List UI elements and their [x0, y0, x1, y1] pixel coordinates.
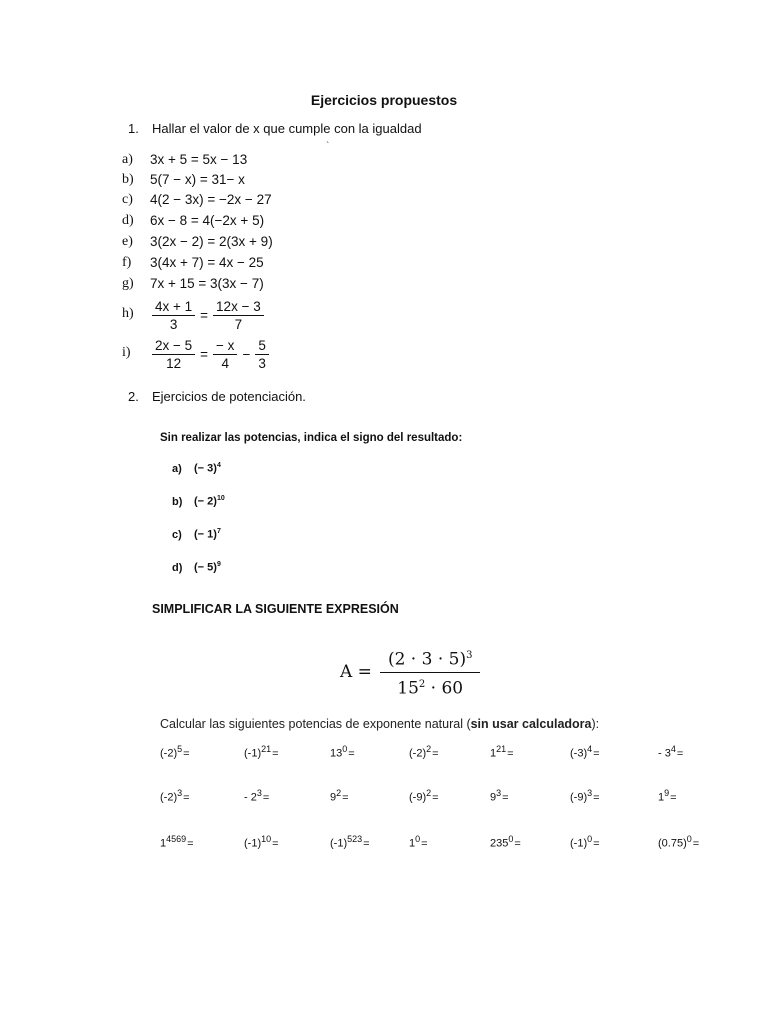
equals-sign: =: [342, 791, 349, 804]
power-exponent: 3: [256, 788, 262, 798]
power-base: 1: [409, 837, 416, 850]
power-base: 9: [490, 791, 497, 804]
equals-sign: =: [692, 837, 700, 850]
equals-sign: =: [187, 837, 194, 850]
equation-label: b): [122, 172, 134, 187]
formula-denominator: [380, 673, 481, 701]
item-label: c): [172, 528, 182, 541]
equals-sign: =: [593, 747, 600, 760]
equation-label: d): [122, 213, 134, 228]
power-exponent: 2: [426, 744, 432, 754]
power-base: (-2): [160, 791, 178, 804]
power-base: (− 1): [194, 528, 217, 541]
equation-expression: 4(2 − 3x) = −2x − 27: [150, 192, 272, 207]
equals-sign: =: [272, 747, 279, 760]
equals-sign: =: [670, 791, 677, 804]
denominator: 4: [221, 355, 229, 371]
power-base: (-1): [244, 747, 262, 760]
section-2-text: Ejercicios de potenciación.: [152, 389, 306, 404]
calculate-heading-end: ):: [591, 717, 600, 731]
item-label: b): [172, 495, 183, 508]
power-base: 235: [490, 837, 509, 850]
power-exponent: 9: [664, 788, 670, 798]
numerator-base: (2 · 3 · 5): [387, 649, 467, 670]
power-base: (-1): [330, 837, 348, 850]
formula-lhs: A =: [340, 662, 372, 683]
power-base: (-3): [570, 747, 588, 760]
fraction: [255, 337, 269, 372]
denominator-base: 15: [397, 678, 419, 699]
numerator: − x: [213, 337, 237, 355]
power-exponent: 0: [415, 834, 421, 844]
equals-sign: =: [593, 837, 600, 850]
power-exponent: 2: [336, 788, 342, 798]
fraction: [213, 337, 237, 372]
equation-expression: 6x − 8 = 4(−2x + 5): [150, 213, 265, 228]
power-exponent: 523: [347, 834, 363, 844]
power-exercise: [160, 788, 190, 804]
equals-sign: =: [200, 346, 209, 362]
minus-sign: −: [242, 346, 251, 362]
denominator: 7: [234, 316, 243, 332]
power-exercise: [658, 834, 699, 850]
power-base: 1: [490, 747, 497, 760]
power-exponent: 0: [342, 744, 348, 754]
power-base: - 2: [244, 791, 257, 804]
power-exponent: 10: [216, 495, 225, 502]
power-exercise: [490, 788, 509, 804]
simplify-formula: [340, 644, 482, 700]
power-exponent: 5: [177, 744, 183, 754]
equals-sign: =: [348, 747, 355, 760]
power-exercise: [409, 834, 428, 850]
power-exponent: 4: [587, 744, 593, 754]
power-exercise: [160, 834, 194, 850]
power-exercise: [570, 744, 600, 760]
calculate-heading-bold: sin usar calculadora: [470, 717, 592, 731]
equals-sign: =: [432, 791, 439, 804]
power-exponent: 3: [177, 788, 183, 798]
power-exponent: 9: [216, 561, 221, 568]
power-exercise: [330, 834, 370, 850]
power-base: (-9): [409, 791, 427, 804]
power-base: (0.75): [658, 837, 687, 850]
numerator: 4x + 1: [152, 298, 195, 316]
sign-exercise-heading: Sin realizar las potencias, indica el signo del resultado:: [160, 432, 463, 444]
denominator: 3: [258, 355, 266, 371]
formula-fraction: [380, 644, 481, 700]
equation-expression: 5(7 − x) = 31− x: [150, 172, 245, 187]
power-exercise: [658, 788, 677, 804]
equation-expression: 7x + 15 = 3(3x − 7): [150, 276, 264, 291]
equation-expression: [150, 334, 271, 374]
section-2-number: 2.: [128, 389, 139, 404]
power-exponent: 2: [426, 788, 432, 798]
power-base: (− 5): [194, 561, 217, 574]
equals-sign: =: [272, 837, 279, 850]
equals-sign: =: [432, 747, 439, 760]
power-exercise: [570, 834, 600, 850]
power-base: (-2): [409, 747, 427, 760]
fraction: [213, 298, 264, 333]
denominator-rest: · 60: [425, 678, 464, 699]
power-exercise: [330, 788, 349, 804]
power-exercise: [658, 744, 683, 760]
power-exponent: 7: [216, 528, 221, 535]
section-1-number: 1.: [128, 121, 139, 136]
power-exponent: 0: [587, 834, 593, 844]
denominator-exponent: 2: [418, 678, 426, 690]
power-base: (− 3): [194, 462, 217, 475]
equals-sign: =: [676, 747, 684, 760]
equals-sign: =: [593, 791, 600, 804]
fraction: [152, 337, 195, 372]
equals-sign: =: [363, 837, 370, 850]
denominator: 3: [169, 316, 178, 332]
equation-label: h): [122, 306, 134, 321]
fraction: [152, 298, 195, 333]
equation-label: e): [122, 234, 133, 249]
power-exponent: 0: [508, 834, 514, 844]
equation-label: f): [122, 255, 132, 270]
numerator: 2x − 5: [152, 337, 195, 355]
denominator: 12: [166, 355, 182, 371]
power-exponent: 10: [261, 834, 272, 844]
power-base: 9: [330, 791, 337, 804]
power-exponent: 4569: [166, 834, 187, 844]
equation-label: a): [122, 152, 133, 167]
numerator: 5: [255, 337, 269, 355]
equals-sign: =: [507, 747, 514, 760]
item-label: d): [172, 561, 183, 574]
power-exponent: 3: [587, 788, 593, 798]
power-exercise: [244, 788, 269, 804]
power-exponent: 0: [686, 834, 692, 844]
simplify-heading: SIMPLIFICAR LA SIGUIENTE EXPRESIÓN: [152, 602, 399, 616]
power-exercise: [244, 834, 279, 850]
equation-expression: 3(2x − 2) = 2(3x + 9): [150, 234, 273, 249]
power-base: 1: [160, 837, 167, 850]
sign-item-b: [172, 495, 225, 508]
equation-expression: 3(4x + 7) = 4x − 25: [150, 255, 264, 270]
sign-item-d: [172, 561, 221, 574]
section-1-text: Hallar el valor de x que cumple con la igualdad: [152, 121, 422, 136]
equals-sign: =: [183, 791, 190, 804]
section-2-heading: [128, 389, 448, 407]
numerator: 12x − 3: [213, 298, 264, 316]
equation-expression: [150, 295, 266, 335]
power-base: (− 2): [194, 495, 217, 508]
power-exercise: [570, 788, 600, 804]
formula-numerator: [380, 644, 481, 673]
equation-expression: 3x + 5 = 5x − 13: [150, 152, 248, 167]
calculate-heading-text: Calcular las siguientes potencias de exponente natural (: [160, 717, 471, 731]
equals-sign: =: [262, 791, 270, 804]
power-exercise: [409, 744, 439, 760]
sign-item-a: [172, 462, 221, 475]
equals-sign: =: [502, 791, 509, 804]
power-exercise: [490, 834, 521, 850]
section-1-heading: [128, 121, 448, 139]
stray-mark: `: [326, 141, 330, 152]
power-base: (-9): [570, 791, 588, 804]
numerator-exponent: 3: [466, 650, 473, 661]
power-exponent: 21: [261, 744, 272, 754]
equation-label: g): [122, 276, 134, 291]
power-exercise: [409, 788, 439, 804]
power-exercise: [490, 744, 514, 760]
equals-sign: =: [200, 307, 209, 323]
power-base: (-1): [570, 837, 588, 850]
equals-sign: =: [514, 837, 521, 850]
power-exponent: 3: [496, 788, 502, 798]
power-exercise: [244, 744, 279, 760]
power-exercise: [330, 744, 355, 760]
equals-sign: =: [421, 837, 428, 850]
power-exponent: 4: [216, 462, 221, 469]
calculate-heading: [160, 717, 599, 731]
page-title: Ejercicios propuestos: [310, 92, 458, 108]
equals-sign: =: [183, 747, 190, 760]
sign-item-c: [172, 528, 221, 541]
power-base: 13: [330, 747, 343, 760]
equation-label: i): [122, 345, 131, 360]
item-label: a): [172, 462, 182, 475]
power-exponent: 21: [496, 744, 507, 754]
power-exercise: [160, 744, 190, 760]
power-base: (-1): [244, 837, 262, 850]
power-exponent: 4: [670, 744, 676, 754]
equation-label: c): [122, 192, 133, 207]
power-base: 1: [658, 791, 665, 804]
power-base: (-2): [160, 747, 178, 760]
power-base: - 3: [658, 747, 671, 760]
